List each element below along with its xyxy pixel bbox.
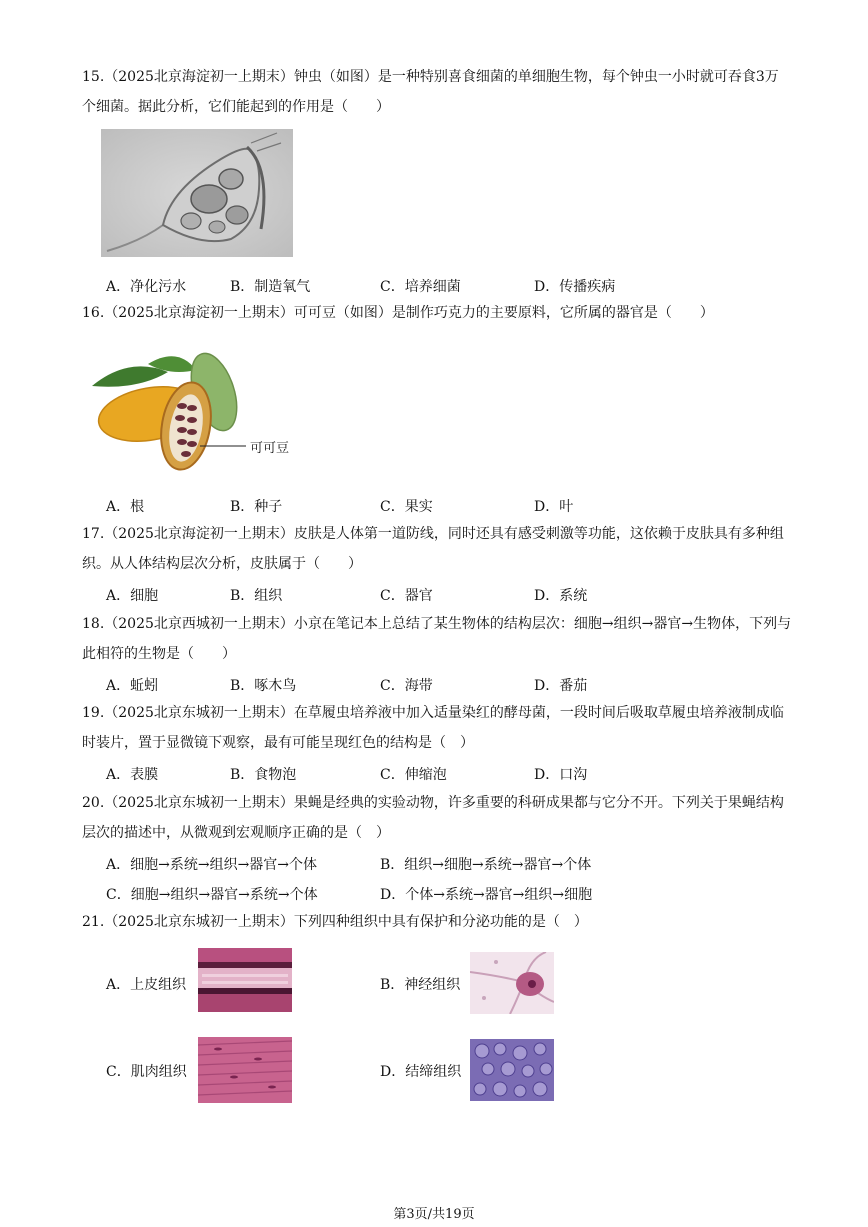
option-c[interactable]: C．培养细菌 [380,279,461,295]
question-18-stem: 18.（2025北京西城初一上期末）小京在笔记本上总结了某生物体的结构层次：细胞→组织→器官→生物体，下列与此相符的生物是（ ） [82,616,792,662]
question-19-stem: 19.（2025北京东城初一上期末）在草履虫培养液中加入适量染红的酵母菌，一段时间后吸取草履虫培养液制成临时装片，置于显微镜下观察，最有可能呈现红色的结构是（ ） [82,705,784,751]
option-d[interactable]: D．传播疾病 [534,279,616,295]
option-a[interactable]: A．蚯蚓 [106,678,159,694]
option-b[interactable]: B．神经组织 [380,977,461,993]
option-c[interactable]: C．伸缩泡 [380,767,447,783]
option-d[interactable]: D．个体→系统→器官→组织→细胞 [380,887,593,903]
cocoa-pod-image [88,346,308,476]
vorticella-figure [101,129,293,257]
muscle-tissue-image [198,1037,292,1103]
nerve-tissue-image [470,952,554,1014]
option-d[interactable]: D．系统 [534,588,588,604]
option-d[interactable]: D．口沟 [534,767,588,783]
question-16-stem: 16.（2025北京海淀初一上期末）可可豆（如图）是制作巧克力的主要原料，它所属的器官是（ ） [82,305,714,321]
option-a[interactable]: A．根 [106,499,145,515]
option-c[interactable]: C．器官 [380,588,433,604]
option-a[interactable]: A．净化污水 [106,279,187,295]
vorticella-image [101,129,293,257]
option-a[interactable]: A．上皮组织 [106,977,187,993]
option-a[interactable]: A．表膜 [106,767,159,783]
option-d[interactable]: D．结缔组织 [380,1064,462,1080]
option-b[interactable]: B．组织 [230,588,283,604]
option-c[interactable]: C．肌肉组织 [106,1064,187,1080]
option-b[interactable]: B．组织→细胞→系统→器官→个体 [380,857,592,873]
option-b[interactable]: B．种子 [230,499,283,515]
question-15-stem: 15.（2025北京海淀初一上期末）钟虫（如图）是一种特别喜食细菌的单细胞生物，每个钟虫一小时就可吞食3万个细菌。据此分析，它们能起到的作用是（ ） [82,69,779,115]
option-d[interactable]: D．番茄 [534,678,588,694]
option-b[interactable]: B．啄木鸟 [230,678,297,694]
cocoa-figure [88,346,308,476]
question-17-stem: 17.（2025北京海淀初一上期末）皮肤是人体第一道防线，同时还具有感受刺激等功能，这依赖于皮肤具有多种组织。从人体结构层次分析，皮肤属于（ ） [82,526,784,572]
question-21-stem: 21.（2025北京东城初一上期末）下列四种组织中具有保护和分泌功能的是（ ） [82,914,588,930]
option-b[interactable]: B．食物泡 [230,767,297,783]
option-d[interactable]: D．叶 [534,499,574,515]
question-20-stem: 20.（2025北京东城初一上期末）果蝇是经典的实验动物，许多重要的科研成果都与它分不开。下列关于果蝇结构层次的描述中，从微观到宏观顺序正确的是（ ） [82,795,784,841]
option-a[interactable]: A．细胞→系统→组织→器官→个体 [106,857,318,873]
option-c[interactable]: C．果实 [380,499,433,515]
cocoa-bean-label: 可可豆 [250,441,290,456]
option-a[interactable]: A．细胞 [106,588,159,604]
connective-tissue-image [470,1039,554,1101]
option-c[interactable]: C．细胞→组织→器官→系统→个体 [106,887,318,903]
epithelial-tissue-image [198,948,292,1012]
option-c[interactable]: C．海带 [380,678,433,694]
page-footer: 第3页/共19页 [393,1207,475,1222]
option-b[interactable]: B．制造氧气 [230,279,311,295]
